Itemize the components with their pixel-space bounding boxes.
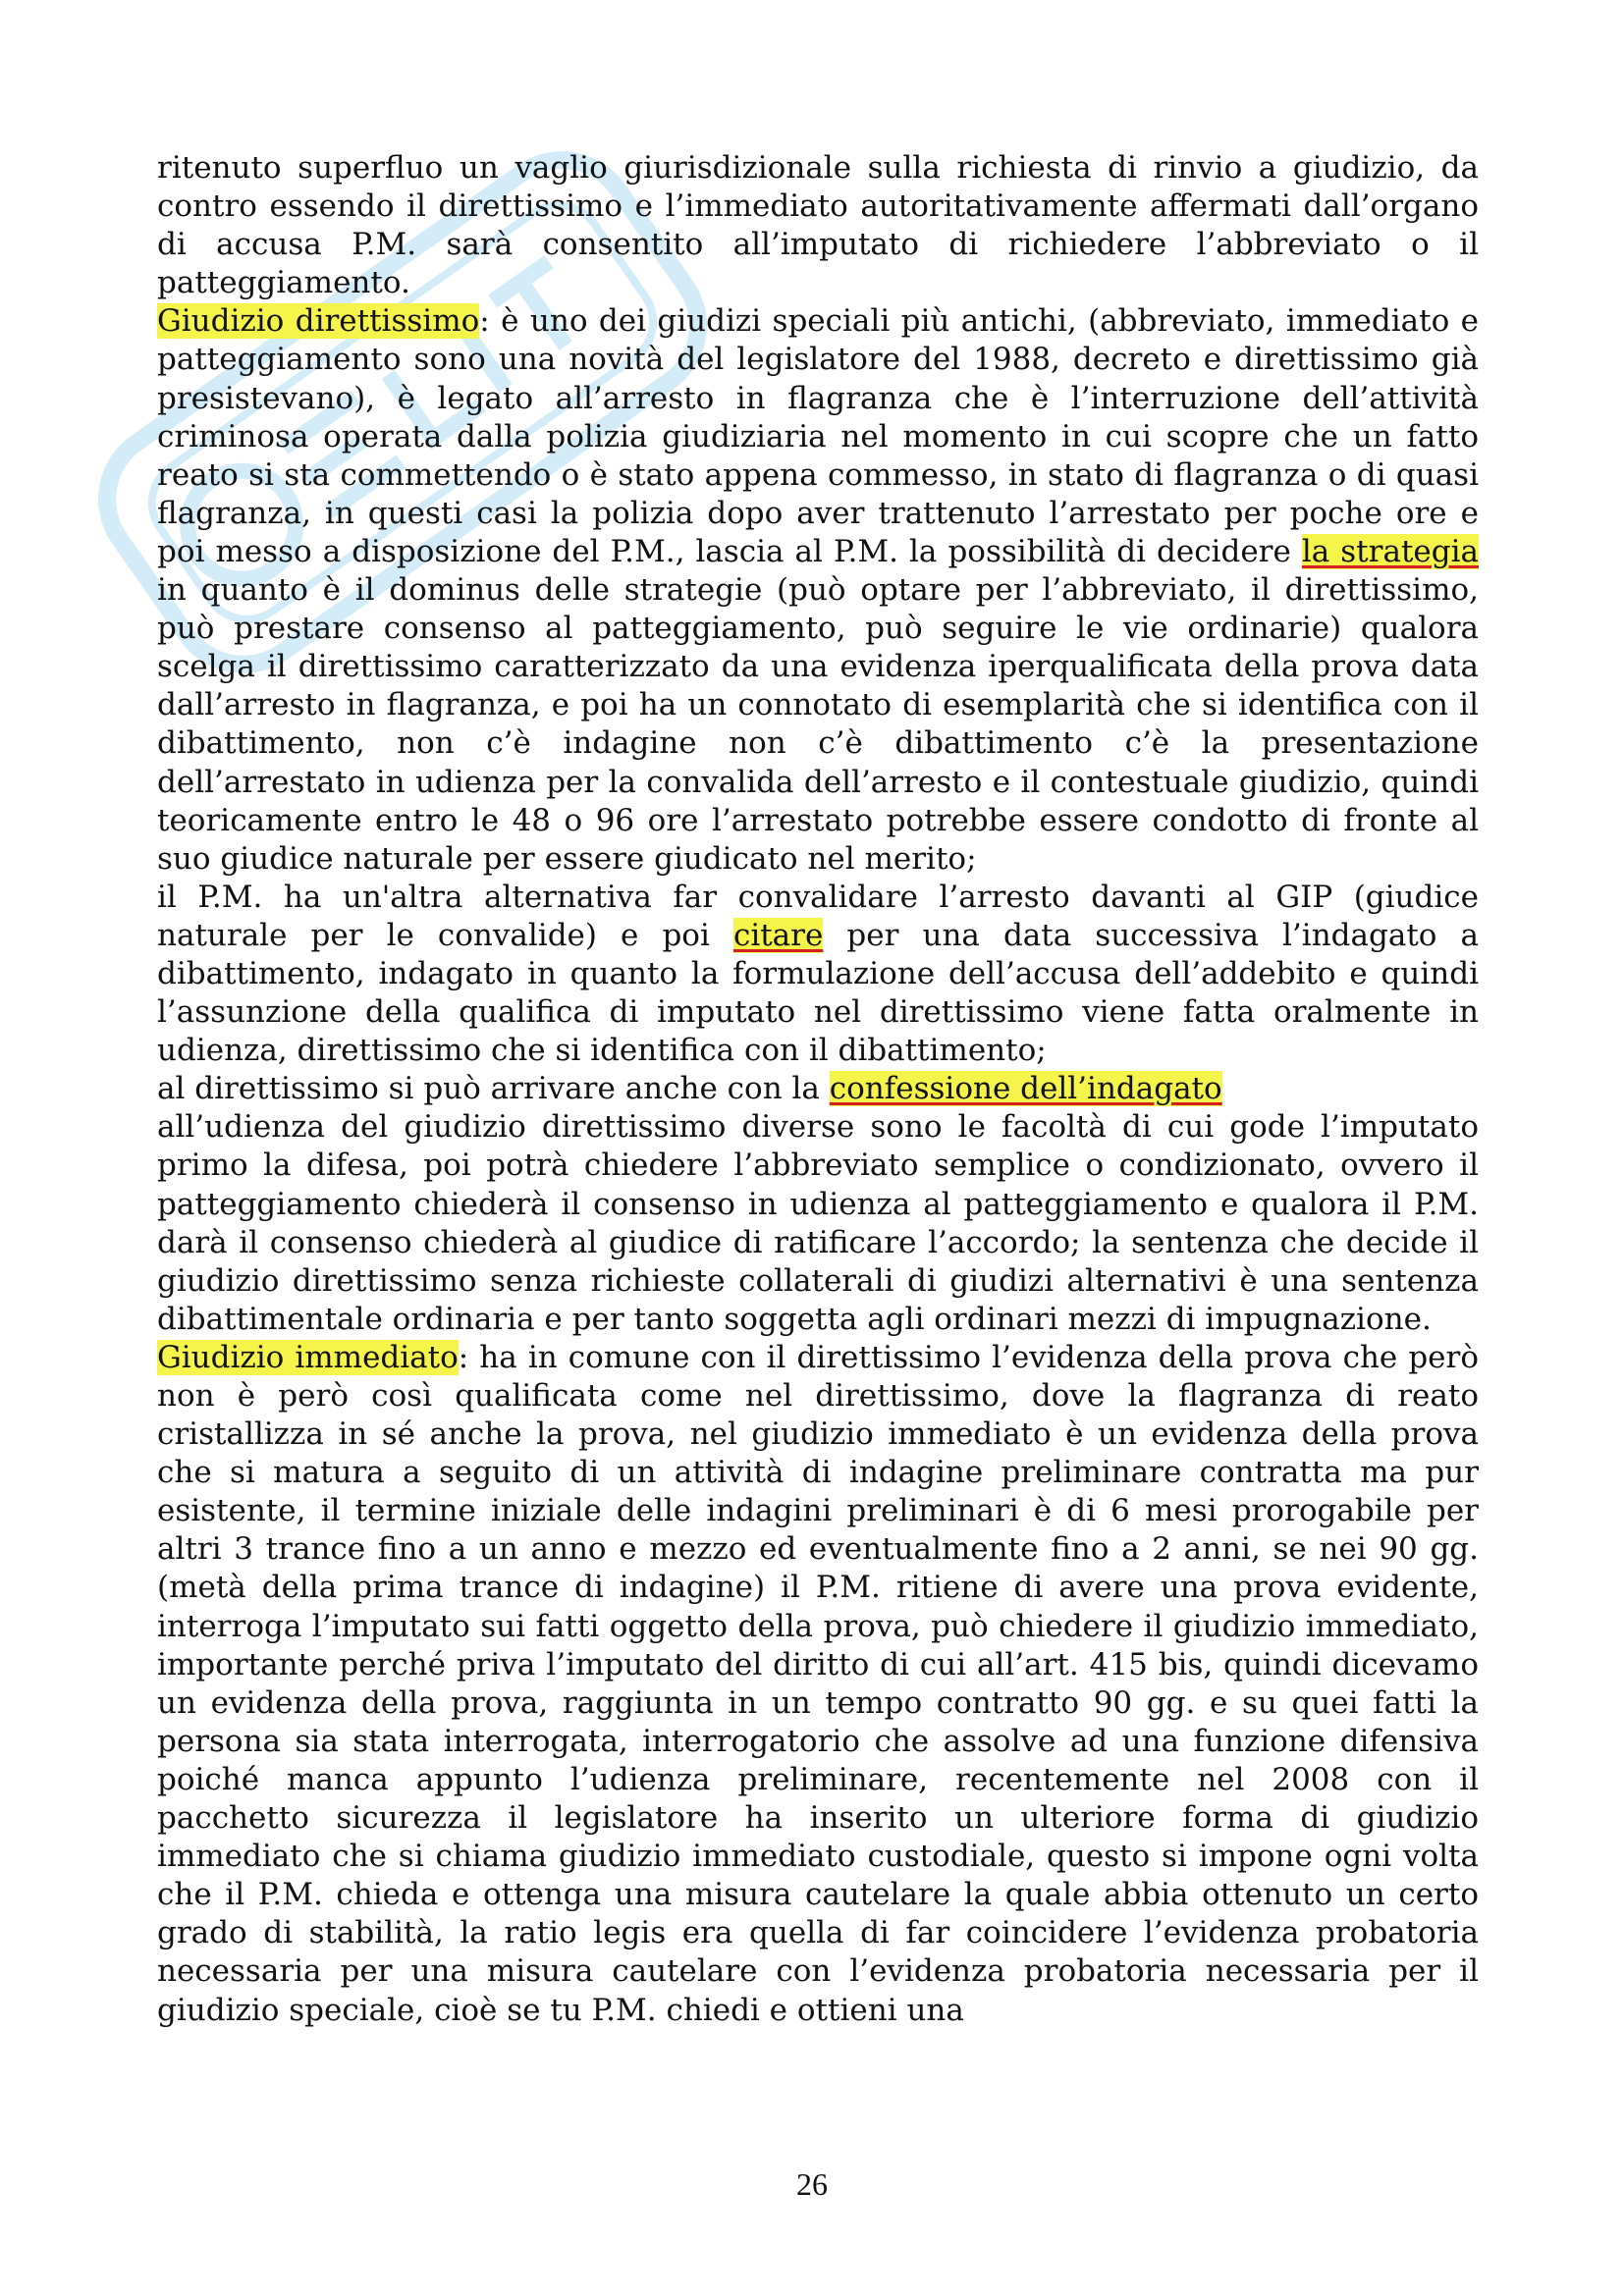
page-number: 26 (796, 2166, 828, 2202)
paragraph-5 (157, 1108, 1479, 1339)
paragraph-giudizio-direttissimo (157, 302, 1479, 878)
text-run: il P.M. ha un'altra alternativa far convalidare l’arresto davanti al GIP (giudice naturale per le convalide) e poi (157, 879, 1479, 953)
text-run: al direttissimo si può arrivare anche con la (157, 1071, 830, 1107)
text-run: ritenuto superfluo un vaglio giurisdizionale sulla richiesta di rinvio a giudizio, da contro essendo il direttissimo e l’immediato autoritativamente affermati dall’organo di accusa P.M. sarà consentito all’imputato di richiedere l’abbreviato o il patteggiamento. (157, 150, 1479, 301)
text-run: : è uno dei giudizi speciali più antichi, (abbreviato, immediato e patteggiamento sono una novità del legislatore del 1988, decreto e direttissimo già presistevano), è legato all’arresto in flagranza che è l’interruzione dell’attività criminosa operata dalla polizia giudiziaria nel momento in cui scopre che un fatto reato si sta commettendo o è stato appena commesso, in stato di flagranza o di quasi flagranza, in questi casi la polizia dopo aver trattenuto l’arrestato per poche ore e poi messo a disposizione del P.M., lascia al P.M. la possibilità di decidere (157, 303, 1479, 569)
document-body (157, 149, 1479, 2030)
paragraph-3 (157, 879, 1479, 1070)
paragraph-1 (157, 149, 1479, 302)
text-run: in quanto è il dominus delle strategie (può optare per l’abbreviato, il direttissimo, può prestare consenso al patteggiamento, può seguire le vie ordinarie) qualora scelga il direttissimo caratterizzato da una evidenza iperqualificata della prova data dall’arresto in flagranza, e poi ha un connotato di esemplarità che si identifica con il dibattimento, non c’è indagine non c’è dibattimento c’è la presentazione dell’arrestato in udienza per la convalida dell’arresto e il contestuale giudizio, quindi teoricamente entro le 48 o 96 ore l’arrestato potrebbe essere condotto di fronte al suo giudice naturale per essere giudicato nel merito; (157, 572, 1479, 877)
highlighted-term-la-strategia: la strategia (1301, 533, 1479, 569)
paragraph-giudizio-immediato (157, 1339, 1479, 2030)
highlighted-term-confessione: confessione dell’indagato (829, 1071, 1222, 1107)
highlighted-term-citare: citare (732, 917, 824, 953)
text-run: : ha in comune con il direttissimo l’evidenza della prova che però non è però così qualificata come nel direttissimo, dove la flagranza di reato cristallizza in sé anche la prova, nel giudizio immediato è un evidenza della prova che si matura a seguito di un attività di indagine preliminare contratta ma pur esistente, il termine iniziale delle indagini preliminari è di 6 mesi prorogabile per altri 3 trance fino a un anno e mezzo ed eventualmente fino a 2 anni, se nei 90 gg. (metà della prima trance di indagine) il P.M. ritiene di avere una prova evidente, interroga l’imputato sui fatti oggetto della prova, può chiedere il giudizio immediato, importante perché priva l’imputato del diritto di cui all’art. 415 bis, quindi dicevamo un evidenza della prova, raggiunta in un tempo contratto 90 gg. e su quei fatti la persona sia stata interrogata, interrogatorio che assolve ad una funzione difensiva poiché manca appunto l’udienza preliminare, recentemente nel 2008 con il pacchetto sicurezza il legislatore ha inserito un ulteriore forma di giudizio immediato che si chiama giudizio immediato custodiale, questo si impone ogni volta che il P.M. chieda e ottenga una misura cautelare la quale abbia ottenuto un certo grado di stabilità, la ratio legis era quella di far coincidere l’evidenza probatoria necessaria per una misura cautelare con l’evidenza probatoria necessaria per il giudizio speciale, cioè se tu P.M. chiedi e ottieni una (157, 1339, 1479, 2028)
paragraph-4 (157, 1070, 1479, 1108)
highlighted-heading-giudizio-immediato: Giudizio immediato (157, 1339, 459, 1375)
text-run: all’udienza del giudizio direttissimo diverse sono le facoltà di cui gode l’imputato primo la difesa, poi potrà chiedere l’abbreviato semplice o condizionato, ovvero il patteggiamento chiederà il consenso in udienza al patteggiamento e qualora il P.M. darà il consenso chiederà al giudice di ratificare l’accordo; la sentenza che decide il giudizio direttissimo senza richieste collaterali di giudizi alternativi è una sentenza dibattimentale ordinaria e per tanto soggetta agli ordinari mezzi di impugnazione. (157, 1109, 1479, 1337)
text-run: per una data successiva l’indagato a dibattimento, indagato in quanto la formulazione dell’accusa dell’addebito e quindi l’assunzione della qualifica di imputato nel direttissimo viene fatta oralmente in udienza, direttissimo che si identifica con il dibattimento; (157, 917, 1479, 1069)
highlighted-heading-giudizio-direttissimo: Giudizio direttissimo (157, 303, 480, 340)
